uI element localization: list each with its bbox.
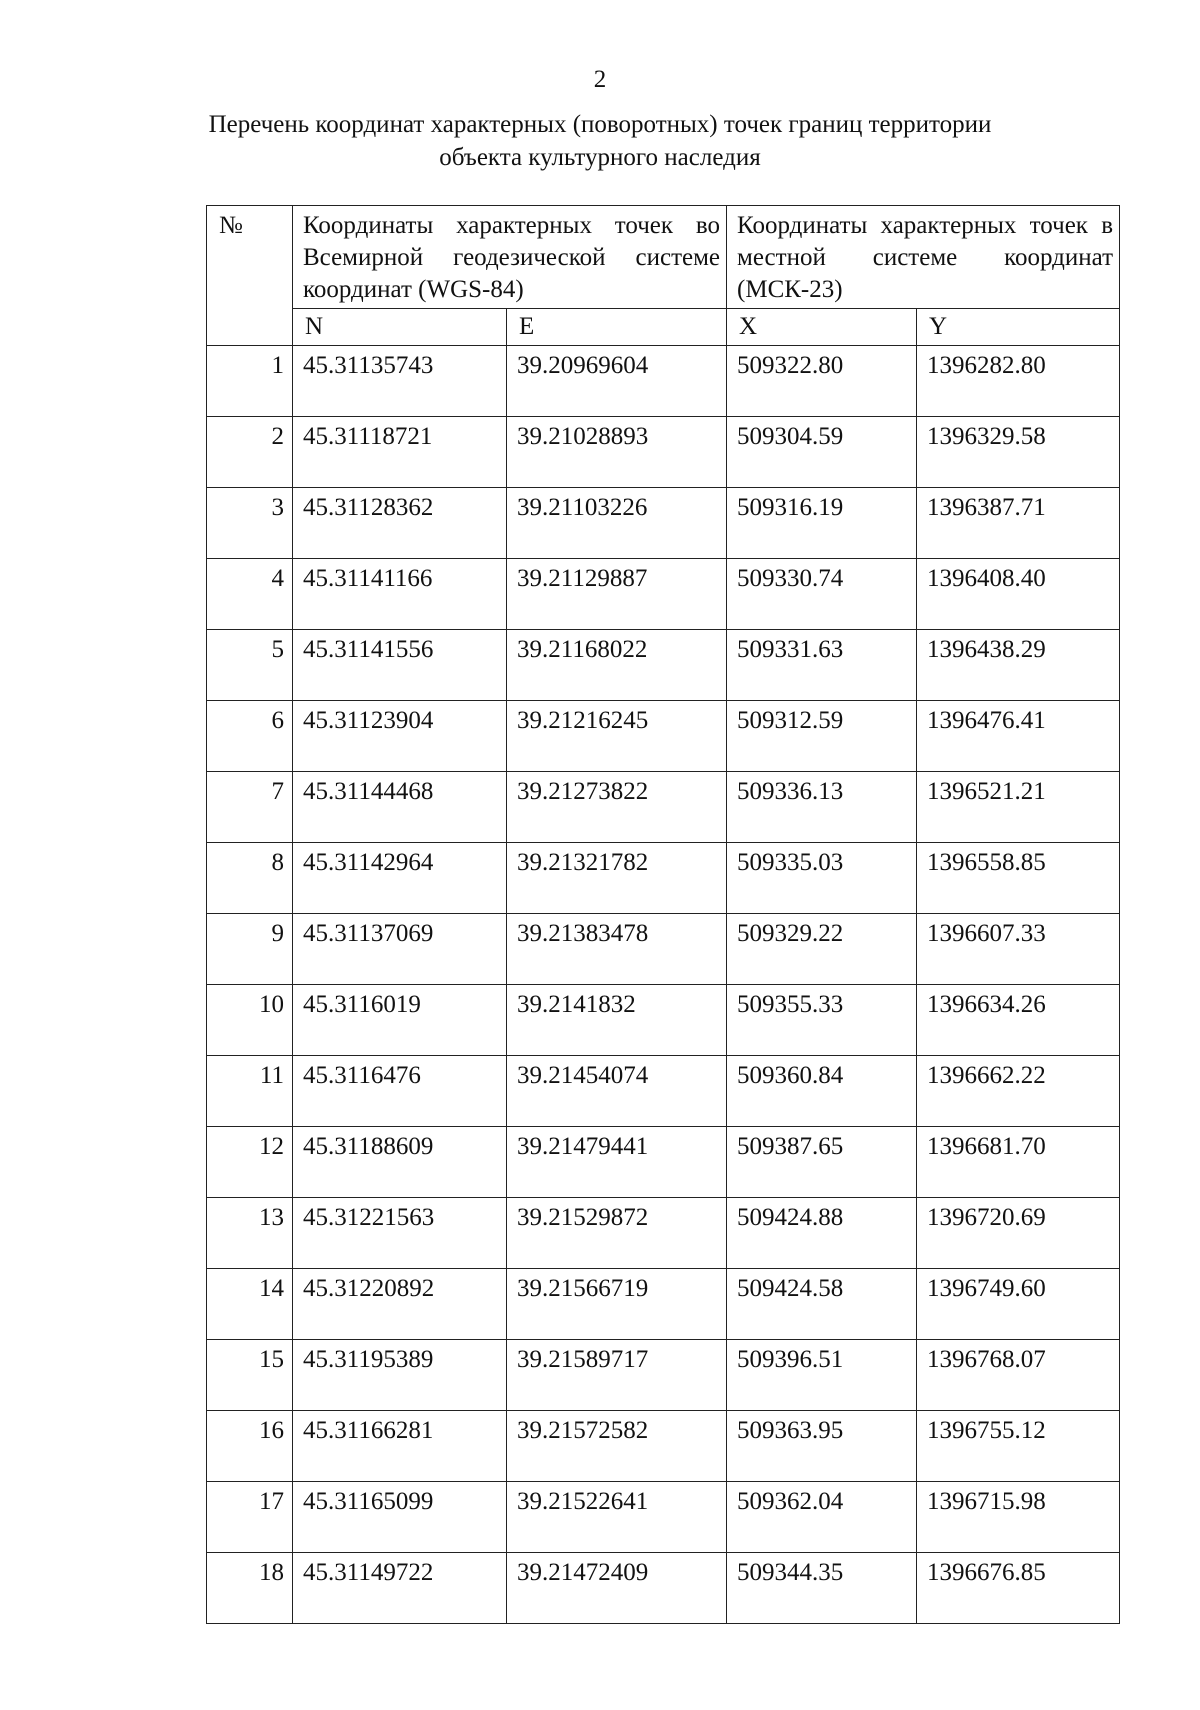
header-number: № (207, 206, 293, 346)
cell-wgs84-e: 39.21454074 (507, 1056, 727, 1127)
cell-wgs84-n: 45.31195389 (293, 1340, 507, 1411)
cell-wgs84-e: 39.2141832 (507, 985, 727, 1056)
cell-msk23-x: 509424.88 (727, 1198, 917, 1269)
table-row (207, 985, 1120, 1056)
cell-msk23-y: 1396676.85 (917, 1553, 1120, 1624)
cell-msk23-x: 509396.51 (727, 1340, 917, 1411)
header-wgs84-group: Координаты характерных точек во Всемирной геодезической системе координат (WGS-84) (293, 206, 727, 309)
cell-wgs84-e: 39.21572582 (507, 1411, 727, 1482)
table-row (207, 630, 1120, 701)
cell-msk23-x: 509336.13 (727, 772, 917, 843)
cell-point-number: 3 (207, 488, 293, 559)
table-row (207, 1269, 1120, 1340)
document-title-line-1: Перечень координат характерных (поворотных) точек границ территории (208, 111, 992, 138)
cell-msk23-x: 509344.35 (727, 1553, 917, 1624)
cell-msk23-y: 1396768.07 (917, 1340, 1120, 1411)
cell-wgs84-n: 45.31166281 (293, 1411, 507, 1482)
cell-wgs84-e: 39.21028893 (507, 417, 727, 488)
table-row (207, 1056, 1120, 1127)
cell-point-number: 2 (207, 417, 293, 488)
cell-wgs84-n: 45.31188609 (293, 1127, 507, 1198)
cell-msk23-y: 1396476.41 (917, 701, 1120, 772)
table-row (207, 1482, 1120, 1553)
coordinates-table (206, 205, 1120, 1624)
cell-point-number: 17 (207, 1482, 293, 1553)
cell-msk23-y: 1396607.33 (917, 914, 1120, 985)
cell-msk23-x: 509360.84 (727, 1056, 917, 1127)
document-title-line-2: объекта культурного наследия (439, 144, 761, 171)
cell-wgs84-n: 45.31137069 (293, 914, 507, 985)
cell-msk23-y: 1396558.85 (917, 843, 1120, 914)
cell-msk23-y: 1396755.12 (917, 1411, 1120, 1482)
table-row (207, 701, 1120, 772)
cell-msk23-y: 1396634.26 (917, 985, 1120, 1056)
table-row (207, 1553, 1120, 1624)
cell-point-number: 4 (207, 559, 293, 630)
cell-point-number: 10 (207, 985, 293, 1056)
cell-wgs84-n: 45.31128362 (293, 488, 507, 559)
cell-wgs84-e: 39.21479441 (507, 1127, 727, 1198)
cell-msk23-x: 509304.59 (727, 417, 917, 488)
table-row (207, 488, 1120, 559)
page-number: 2 (593, 66, 607, 93)
table-row (207, 559, 1120, 630)
cell-msk23-x: 509316.19 (727, 488, 917, 559)
cell-msk23-x: 509362.04 (727, 1482, 917, 1553)
cell-wgs84-n: 45.31141556 (293, 630, 507, 701)
cell-point-number: 1 (207, 346, 293, 417)
cell-wgs84-e: 39.21103226 (507, 488, 727, 559)
cell-msk23-y: 1396521.21 (917, 772, 1120, 843)
cell-wgs84-e: 39.21566719 (507, 1269, 727, 1340)
cell-msk23-x: 509330.74 (727, 559, 917, 630)
cell-wgs84-n: 45.31165099 (293, 1482, 507, 1553)
cell-wgs84-n: 45.31141166 (293, 559, 507, 630)
cell-msk23-y: 1396715.98 (917, 1482, 1120, 1553)
cell-point-number: 11 (207, 1056, 293, 1127)
table-row (207, 914, 1120, 985)
cell-point-number: 5 (207, 630, 293, 701)
cell-wgs84-n: 45.31118721 (293, 417, 507, 488)
cell-wgs84-e: 39.21321782 (507, 843, 727, 914)
cell-wgs84-n: 45.31142964 (293, 843, 507, 914)
table-row (207, 346, 1120, 417)
cell-wgs84-e: 39.21216245 (507, 701, 727, 772)
cell-msk23-x: 509355.33 (727, 985, 917, 1056)
header-y: Y (917, 309, 1120, 346)
cell-msk23-x: 509363.95 (727, 1411, 917, 1482)
cell-wgs84-n: 45.31221563 (293, 1198, 507, 1269)
cell-msk23-y: 1396387.71 (917, 488, 1120, 559)
cell-wgs84-e: 39.21168022 (507, 630, 727, 701)
cell-wgs84-n: 45.3116476 (293, 1056, 507, 1127)
cell-wgs84-e: 39.20969604 (507, 346, 727, 417)
cell-msk23-y: 1396662.22 (917, 1056, 1120, 1127)
cell-wgs84-n: 45.31144468 (293, 772, 507, 843)
cell-msk23-y: 1396749.60 (917, 1269, 1120, 1340)
cell-msk23-x: 509335.03 (727, 843, 917, 914)
cell-msk23-y: 1396681.70 (917, 1127, 1120, 1198)
cell-msk23-x: 509322.80 (727, 346, 917, 417)
cell-wgs84-n: 45.31220892 (293, 1269, 507, 1340)
cell-msk23-x: 509387.65 (727, 1127, 917, 1198)
table-row (207, 1198, 1120, 1269)
cell-point-number: 14 (207, 1269, 293, 1340)
header-x: X (727, 309, 917, 346)
table-row (207, 772, 1120, 843)
cell-point-number: 13 (207, 1198, 293, 1269)
cell-msk23-y: 1396329.58 (917, 417, 1120, 488)
cell-point-number: 15 (207, 1340, 293, 1411)
cell-msk23-x: 509424.58 (727, 1269, 917, 1340)
cell-msk23-y: 1396282.80 (917, 346, 1120, 417)
cell-point-number: 8 (207, 843, 293, 914)
cell-wgs84-e: 39.21472409 (507, 1553, 727, 1624)
cell-wgs84-e: 39.21129887 (507, 559, 727, 630)
table-row (207, 1411, 1120, 1482)
cell-wgs84-e: 39.21383478 (507, 914, 727, 985)
cell-msk23-y: 1396720.69 (917, 1198, 1120, 1269)
cell-wgs84-e: 39.21273822 (507, 772, 727, 843)
cell-point-number: 12 (207, 1127, 293, 1198)
table-row (207, 1340, 1120, 1411)
cell-wgs84-e: 39.21522641 (507, 1482, 727, 1553)
cell-point-number: 9 (207, 914, 293, 985)
document-title (120, 108, 1080, 174)
cell-wgs84-n: 45.3116019 (293, 985, 507, 1056)
header-e: E (507, 309, 727, 346)
cell-point-number: 18 (207, 1553, 293, 1624)
cell-msk23-x: 509312.59 (727, 701, 917, 772)
header-msk23-group: Координаты характерных точек в местной системе координат (МСК-23) (727, 206, 1120, 309)
cell-wgs84-e: 39.21529872 (507, 1198, 727, 1269)
table-row (207, 1127, 1120, 1198)
header-n: N (293, 309, 507, 346)
table-row (207, 843, 1120, 914)
cell-point-number: 7 (207, 772, 293, 843)
cell-wgs84-e: 39.21589717 (507, 1340, 727, 1411)
cell-wgs84-n: 45.31135743 (293, 346, 507, 417)
coordinates-table-body (207, 346, 1120, 1624)
cell-point-number: 16 (207, 1411, 293, 1482)
cell-msk23-x: 509329.22 (727, 914, 917, 985)
cell-msk23-y: 1396438.29 (917, 630, 1120, 701)
cell-wgs84-n: 45.31123904 (293, 701, 507, 772)
cell-msk23-y: 1396408.40 (917, 559, 1120, 630)
cell-wgs84-n: 45.31149722 (293, 1553, 507, 1624)
cell-point-number: 6 (207, 701, 293, 772)
cell-msk23-x: 509331.63 (727, 630, 917, 701)
table-row (207, 417, 1120, 488)
